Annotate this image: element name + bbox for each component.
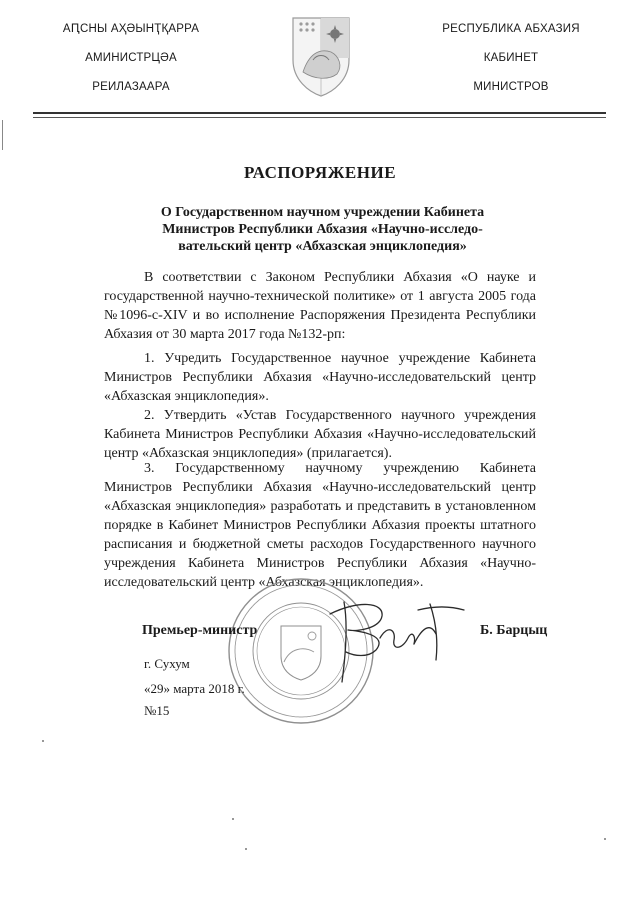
header-russian-block (416, 22, 606, 109)
header-russian-line-2: КАБИНЕТ (483, 52, 539, 64)
document-title-line-1: О Государственном научном учреждении Кабинета (160, 205, 485, 220)
issue-place: г. Сухум (144, 656, 190, 671)
header-abkhaz-line-1: АԤСНЫ АҲӘЫНҬҚАРРА (62, 23, 200, 35)
scan-edge-mark (2, 120, 3, 150)
signatory-name: Б. Барцыц (480, 623, 548, 638)
scan-speck (604, 838, 606, 840)
intro-paragraph: В соответствии с Законом Республики Абхазия «О науке и государственной научно-технической политике» от 1 августа 2005 года №1096-с-XIV и во исполнение Распоряжения Президента Республики Абхазия от 30 марта 2017 года №132-рп: (104, 270, 536, 342)
scan-speck (42, 740, 44, 742)
document-number: №15 (144, 703, 170, 718)
item-2-paragraph: 2. Утвердить «Устав Государственного научного учреждения Кабинета Министров Республики Абхазия «Научно-исследовательский центр «Абхазская энциклопедия» (прилагается). (104, 408, 536, 461)
document-title (150, 204, 495, 255)
signatory-title: Премьер-министр (142, 623, 258, 638)
issue-date: «29» марта 2018 г. (144, 681, 245, 696)
item-3-paragraph: 3. Государственному научному учреждению Кабинета Министров Республики Абхазия «Научно-исследовательский центр «Абхазская энциклопедия» разработать и представить в установленном порядке в Кабинет Министров Республики Абхазия проекты штатного расписания и бюджетной сметы расходов Государственного научного учреждения Кабинета Министров Республики Абхазия «Научно-исследовательский центр «Абхазская энциклопедия». (104, 461, 536, 590)
header-russian-line-3: МИНИСТРОВ (473, 81, 549, 93)
scan-speck (232, 818, 234, 820)
document-title-line-3: вательский центр «Абхазская энциклопедия» (178, 239, 467, 254)
handwritten-signature (318, 594, 468, 686)
header-abkhaz-line-3: РЕИЛАЗААРА (92, 81, 170, 93)
item-1-paragraph: 1. Учредить Государственное научное учреждение Кабинета Министров Республики Абхазия «Научно-исследовательский центр «Абхазская энциклопедия». (104, 351, 536, 404)
header-divider-thin (33, 117, 606, 118)
header-divider-thick (33, 112, 606, 114)
scan-speck (245, 848, 247, 850)
state-emblem-icon (289, 14, 353, 98)
header-russian-line-1: РЕСПУБЛИКА АБХАЗИЯ (442, 23, 580, 35)
document-type-heading: РАСПОРЯЖЕНИЕ (243, 163, 397, 182)
header-abkhaz-block (36, 22, 226, 109)
header-abkhaz-line-2: АМИНИСТРЦӘА (85, 52, 177, 64)
document-title-line-2: Министров Республики Абхазия «Научно-исследо- (162, 222, 483, 237)
